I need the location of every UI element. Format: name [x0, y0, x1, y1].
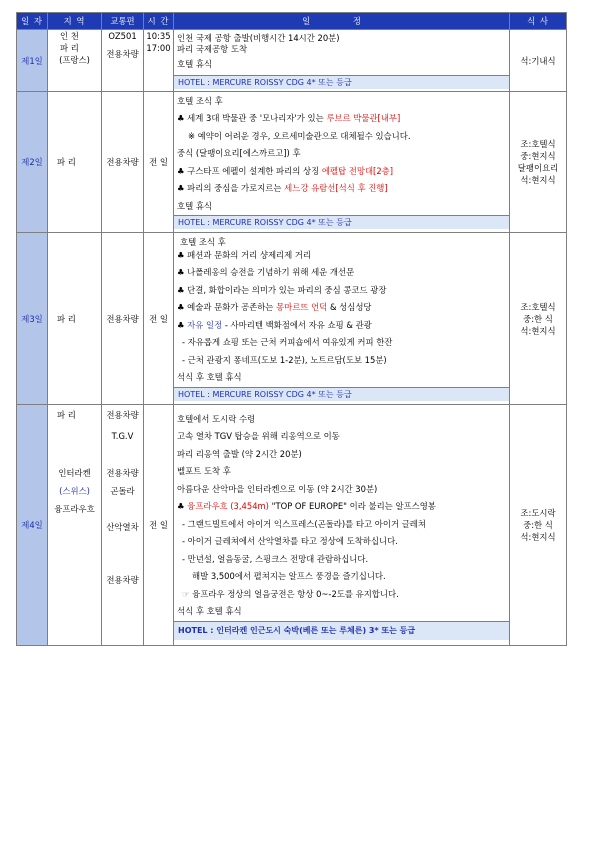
day1-transport — [102, 30, 144, 92]
jungfrau-highlight: 융프라우흐 (3,454m) — [187, 501, 269, 511]
day3-time: 전 일 — [144, 233, 174, 405]
day4-line1: 호텔에서 도시락 수령 — [177, 413, 256, 424]
header-region: 지 역 — [48, 13, 102, 30]
day4-label: 제4일 — [17, 405, 48, 646]
day3-meal: 조:호텔식 중:한 식 석:현지식 — [510, 233, 567, 405]
louvre-highlight: 루브르 박물관[내부] — [326, 113, 401, 123]
day3-row — [17, 233, 567, 405]
day1-line3: 호텔 휴식 — [177, 59, 213, 69]
day4-transport — [102, 405, 144, 646]
day1-line2: 파리 국제공항 도착 — [177, 44, 248, 54]
seine-highlight: 세느강 유람선[석식 후 진행] — [284, 183, 388, 193]
day1-meal: 석:기내식 — [510, 30, 567, 92]
day4-line11: ☞ 융프라우 정상의 얼음궁전은 항상 0~-2도를 유지합니다. — [182, 588, 399, 599]
day1-time-arrive: 17:00 — [146, 43, 171, 53]
day4-transport-gondola: 곤돌라 — [110, 486, 135, 496]
day4-line7: - 그랜드빌트에서 아이거 익스프레스(곤돌라)를 타고 아이거 글레쳐 — [182, 518, 426, 529]
day4-transport-train: 산악열차 — [106, 522, 139, 532]
day4-time: 전 일 — [144, 405, 174, 646]
pointing-hand-icon: ☞ — [182, 588, 193, 599]
day4-transport-6: 전용차량 — [106, 575, 139, 585]
day3-line4: ♣ 단결, 화합이라는 의미가 있는 파리의 중심 콩코드 광장 — [177, 284, 387, 295]
day2-line3: ※ 예약이 어려운 경우, 오르세미술관으로 대체될수 있습니다. — [188, 130, 411, 141]
day4-region-interlaken: 인터라켄 — [58, 468, 91, 478]
day4-line9: - 만년설, 얼음동굴, 스핑크스 전망대 관람하십니다. — [182, 553, 369, 564]
day3-line2: ♣ 패션과 문화의 거리 샹제리제 거리 — [177, 249, 312, 260]
day3-transport: 전용차량 — [102, 233, 144, 405]
header-meal: 식 사 — [510, 13, 567, 30]
day2-hotel: HOTEL : MERCURE ROISSY CDG 4* 또는 등급 — [174, 215, 509, 229]
header-row — [17, 13, 567, 30]
free-schedule-highlight: 자유 일정 — [187, 319, 223, 330]
day4-transport-tgv: T.G.V — [111, 431, 134, 441]
eiffel-highlight: 에펠탑 전망대[2층] — [321, 165, 394, 176]
day1-time — [144, 30, 174, 92]
day2-line5: ♣ 구스타프 에펠이 설계한 파리의 상징 에펠탑 전망대[2층] — [177, 165, 394, 176]
day1-line1: 인천 국제 공항 출발(비행시간 14시간 20분) — [177, 33, 340, 43]
day2-time: 전 일 — [144, 92, 174, 233]
day1-schedule — [174, 30, 510, 92]
day4-line10: 해발 3,500에서 펼쳐지는 알프스 풍경을 즐기십니다. — [192, 571, 386, 581]
day2-region: 파 리 — [48, 92, 102, 233]
day3-line7: - 자유롭게 쇼핑 또는 근처 커피숍에서 여유있게 커피 한잔 — [182, 337, 393, 347]
header-schedule: 일 정 — [174, 13, 510, 30]
day3-line3: ♣ 나폴레옹의 승전을 기념하기 위해 세운 개선문 — [177, 267, 355, 277]
day4-region-swiss: (스위스) — [59, 486, 90, 496]
day4-line2: 고속 열차 TGV 탑승을 위해 리옹역으로 이동 — [177, 431, 340, 441]
day4-row — [17, 405, 567, 646]
day3-schedule — [174, 233, 510, 405]
day4-region-paris: 파 리 — [57, 410, 76, 420]
itinerary-table — [16, 12, 567, 646]
day1-region-line3: (프랑스) — [59, 55, 90, 65]
day2-meal: 조:호텔식 중:현지식 달팽이요리 석:현지식 — [510, 92, 567, 233]
day3-line1: 호텔 조식 후 — [180, 236, 226, 247]
day4-transport-3: 전용차량 — [106, 468, 139, 478]
day4-region — [48, 405, 102, 646]
montmartre-highlight: 몽마르뜨 언덕 — [276, 302, 328, 312]
day4-line6: ♣ 융프라우흐 (3,454m) "TOP OF EUROPE" 이라 불리는 알프스영봉 — [177, 501, 436, 511]
day1-region-line1: 인 천 — [60, 31, 79, 41]
day3-line6: ♣ 자유 일정 - 사마리텐 백화점에서 자유 쇼핑 & 관광 — [177, 319, 372, 330]
day4-schedule — [174, 405, 510, 646]
day4-region-jungfrau: 융프라우흐 — [54, 504, 95, 514]
header-time: 시 간 — [144, 13, 174, 30]
day1-region-line2: 파 리 — [60, 43, 79, 53]
day3-line8: - 근처 관광지 퐁네프(도보 1-2분), 노트르담(도보 15분) — [182, 354, 387, 365]
day2-line6: ♣ 파리의 중심을 가로지르는 세느강 유람선[석식 후 진행] — [177, 183, 388, 193]
day3-region: 파 리 — [48, 233, 102, 405]
day2-line2: ♣ 세계 3대 박물관 중 '모나리자'가 있는 루브르 박물관[내부] — [177, 113, 401, 123]
day1-row — [17, 30, 567, 92]
day1-label: 제1일 — [17, 30, 48, 92]
day1-time-depart: 10:35 — [146, 31, 171, 41]
day1-hotel: HOTEL : MERCURE ROISSY CDG 4* 또는 등급 — [174, 75, 509, 89]
day4-transport-1: 전용차량 — [106, 410, 139, 420]
day4-meal: 조:도시락 중:한 식 석:현지식 — [510, 405, 567, 646]
day4-line8: - 아이거 글레쳐에서 산악열차를 타고 정상에 도착하십니다. — [182, 536, 398, 546]
day4-hotel: HOTEL : 인터라켄 인근도시 숙박(베른 또는 루체른) 3* 또는 등급 — [174, 621, 509, 640]
header-transport: 교통편 — [102, 13, 144, 30]
day3-line9: 석식 후 호텔 휴식 — [177, 372, 242, 382]
day4-line4: 벨포트 도착 후 — [177, 466, 231, 476]
day2-line1: 호텔 조식 후 — [177, 96, 223, 106]
day4-line3: 파리 리옹역 출발 (약 2시간 20분) — [177, 448, 302, 459]
day4-line5: 아름다운 산악마을 인터라켄으로 이동 (약 2시간 30분) — [177, 483, 378, 494]
day1-flight: OZ501 — [108, 31, 137, 41]
day2-line4: 중식 (달팽이요리[에스까르고]) 후 — [177, 148, 301, 158]
day2-transport: 전용차량 — [102, 92, 144, 233]
day2-line7: 호텔 휴식 — [177, 200, 213, 211]
day2-schedule — [174, 92, 510, 233]
day3-hotel: HOTEL : MERCURE ROISSY CDG 4* 또는 등급 — [174, 387, 509, 401]
day2-label: 제2일 — [17, 92, 48, 233]
day2-row — [17, 92, 567, 233]
day4-line12: 석식 후 호텔 휴식 — [177, 606, 242, 616]
header-day: 일 자 — [17, 13, 48, 30]
day1-vehicle: 전용차량 — [106, 49, 139, 59]
day3-line5: ♣ 예술과 문화가 공존하는 몽마르뜨 언덕 & 성심성당 — [177, 302, 372, 312]
day1-region — [48, 30, 102, 92]
day3-label: 제3일 — [17, 233, 48, 405]
